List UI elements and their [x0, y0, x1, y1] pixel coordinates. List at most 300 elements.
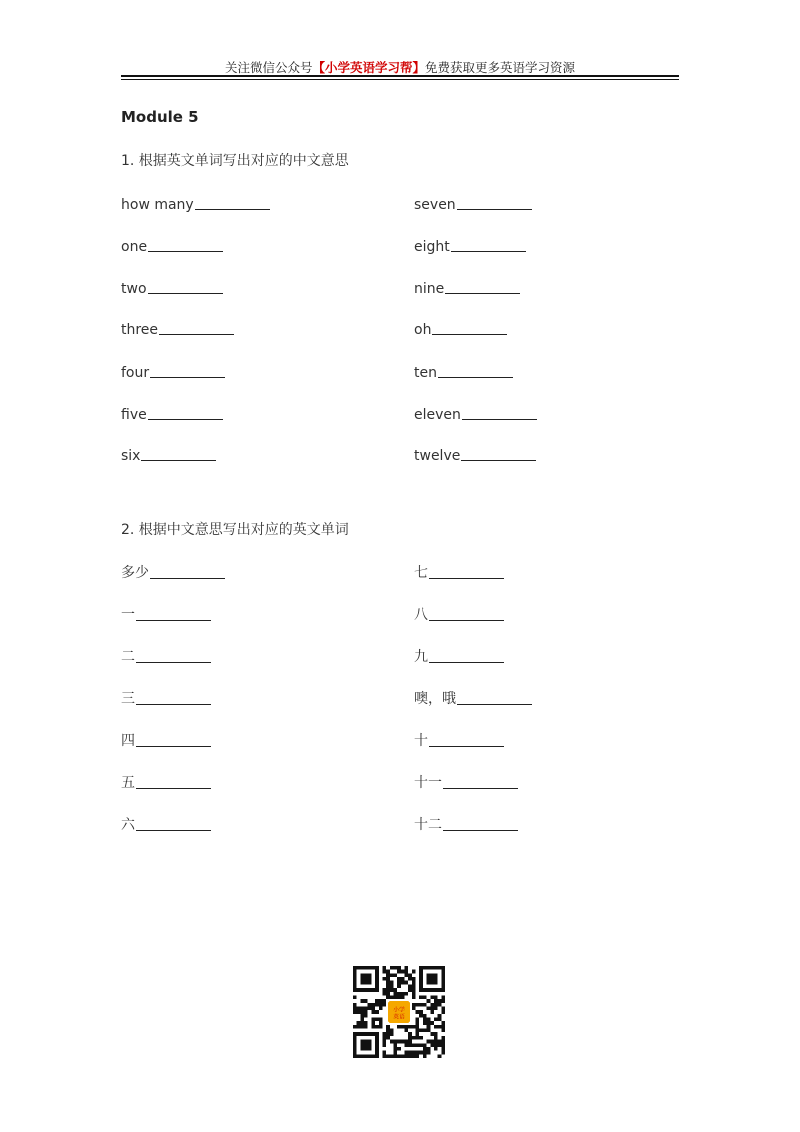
qr-module	[375, 1003, 379, 1007]
qr-module	[386, 973, 390, 977]
qr-module	[379, 1018, 383, 1022]
qr-module	[438, 1025, 442, 1029]
qr-module	[423, 1014, 427, 1018]
answer-blank[interactable]	[445, 291, 520, 294]
qr-module	[423, 1051, 427, 1055]
qr-module	[416, 1021, 420, 1025]
qr-module	[408, 1051, 412, 1055]
qr-module	[419, 1014, 423, 1018]
qr-module	[405, 973, 409, 977]
qr-module	[360, 1014, 364, 1018]
qr-module	[397, 984, 401, 988]
qr-module	[375, 1018, 379, 1022]
qr-module	[419, 995, 423, 999]
qr-module	[427, 1006, 431, 1010]
qr-module	[430, 1040, 434, 1044]
qr-module	[405, 981, 409, 985]
qr-module	[390, 1032, 394, 1036]
answer-blank[interactable]	[429, 576, 504, 579]
section2-heading: 2. 根据中文意思写出对应的英文单词	[121, 522, 349, 538]
qr-module	[423, 1043, 427, 1047]
qr-module	[397, 1025, 401, 1029]
qr-module	[393, 1051, 397, 1055]
answer-blank[interactable]	[150, 576, 225, 579]
qr-module	[401, 1054, 405, 1058]
qr-module	[390, 988, 394, 992]
qr-module	[427, 1051, 431, 1055]
qr-module	[375, 1010, 379, 1014]
qr-module	[408, 1054, 412, 1058]
qr-module	[401, 970, 405, 974]
section2-right-item	[414, 604, 504, 624]
qr-module	[397, 992, 401, 996]
qr-module	[386, 984, 390, 988]
qr-module	[397, 995, 401, 999]
qr-module	[397, 970, 401, 974]
qr-module	[382, 1054, 386, 1058]
qr-module	[386, 1025, 390, 1029]
qr-module	[441, 1036, 445, 1040]
item-word: six	[121, 448, 141, 464]
qr-module	[382, 1032, 386, 1036]
item-word: oh	[414, 322, 432, 338]
qr-module	[397, 966, 401, 970]
qr-module	[386, 1054, 390, 1058]
qr-module	[427, 1040, 431, 1044]
qr-module	[401, 1040, 405, 1044]
qr-module	[434, 1047, 438, 1051]
qr-module	[427, 1018, 431, 1022]
qr-module	[430, 995, 434, 999]
qr-module	[423, 1018, 427, 1022]
qr-module	[412, 970, 416, 974]
qr-module	[408, 988, 412, 992]
qr-module	[427, 1029, 431, 1033]
qr-module	[416, 1010, 420, 1014]
qr-module	[430, 1010, 434, 1014]
section2-right-item	[414, 646, 504, 666]
item-word: four	[121, 365, 150, 381]
qr-module	[390, 995, 394, 999]
section2-right-item	[414, 772, 518, 792]
qr-module	[405, 1051, 409, 1055]
qr-module	[390, 1040, 394, 1044]
qr-module	[364, 1006, 368, 1010]
qr-module	[386, 995, 390, 999]
qr-module	[382, 999, 386, 1003]
qr-module	[353, 1010, 357, 1014]
item-word: five	[121, 407, 147, 423]
item-word: 十二	[414, 817, 442, 833]
section1-left-item	[121, 193, 270, 213]
page-header	[121, 58, 679, 76]
answer-blank[interactable]	[438, 375, 513, 378]
answer-blank[interactable]	[141, 458, 216, 461]
section2-left-item	[121, 562, 225, 582]
qr-module	[423, 1054, 427, 1058]
qr-module	[441, 1021, 445, 1025]
qr-module	[412, 1051, 416, 1055]
answer-blank[interactable]	[136, 744, 211, 747]
answer-blank[interactable]	[148, 417, 223, 420]
qr-module	[416, 1032, 420, 1036]
item-word: 八	[414, 607, 428, 623]
item-word: twelve	[414, 448, 461, 464]
qr-module	[360, 1018, 364, 1022]
qr-module	[412, 995, 416, 999]
qr-module	[390, 973, 394, 977]
qr-module	[386, 970, 390, 974]
qr-module	[360, 999, 364, 1003]
qr-module	[427, 999, 431, 1003]
qr-module	[441, 995, 445, 999]
item-word: 五	[121, 775, 135, 791]
qr-module	[371, 1006, 375, 1010]
answer-blank[interactable]	[457, 702, 532, 705]
qr-module	[412, 981, 416, 985]
section1-right-item	[414, 193, 532, 213]
section1-right-item	[414, 444, 536, 464]
qr-module	[364, 1021, 368, 1025]
answer-blank[interactable]	[136, 702, 211, 705]
qr-module	[412, 1054, 416, 1058]
qr-module	[390, 981, 394, 985]
qr-module	[408, 1032, 412, 1036]
qr-module	[441, 1051, 445, 1055]
qr-module	[423, 1021, 427, 1025]
qr-module	[357, 1025, 361, 1029]
section2-right-item	[414, 730, 504, 750]
answer-blank[interactable]	[136, 828, 211, 831]
qr-module	[430, 1043, 434, 1047]
qr-module	[353, 1025, 357, 1029]
qr-module	[353, 995, 357, 999]
qr-module	[430, 1003, 434, 1007]
qr-module	[412, 1036, 416, 1040]
section1-heading: 1. 根据英文单词写出对应的中文意思	[121, 153, 349, 169]
section2-left-item	[121, 814, 211, 834]
item-word: three	[121, 322, 159, 338]
answer-blank[interactable]	[429, 618, 504, 621]
qr-module	[416, 1003, 420, 1007]
qr-module	[419, 1043, 423, 1047]
qr-module	[393, 992, 397, 996]
answer-blank[interactable]	[461, 458, 536, 461]
qr-module	[375, 1025, 379, 1029]
qr-module	[382, 1036, 386, 1040]
qr-module	[408, 977, 412, 981]
answer-blank[interactable]	[443, 828, 518, 831]
item-word: 九	[414, 649, 428, 665]
item-word: 六	[121, 817, 135, 833]
qr-module	[390, 1054, 394, 1058]
qr-module	[423, 1047, 427, 1051]
section2-left-item	[121, 604, 211, 624]
qr-module	[405, 966, 409, 970]
item-word: two	[121, 281, 147, 297]
qr-module	[416, 1025, 420, 1029]
answer-blank[interactable]	[195, 207, 270, 210]
qr-module	[412, 1043, 416, 1047]
qr-module	[408, 1043, 412, 1047]
section1-left-item	[121, 277, 223, 297]
qr-module	[379, 999, 383, 1003]
qr-module	[401, 995, 405, 999]
section2-left-item	[121, 772, 211, 792]
qr-module	[390, 966, 394, 970]
qr-module	[441, 1043, 445, 1047]
answer-blank[interactable]	[462, 417, 537, 420]
qr-module	[408, 1025, 412, 1029]
qr-module	[364, 1010, 368, 1014]
qr-module	[441, 1040, 445, 1044]
qr-module	[393, 995, 397, 999]
section1-left-item	[121, 403, 223, 423]
qr-module	[393, 973, 397, 977]
qr-module	[441, 999, 445, 1003]
qr-module	[401, 981, 405, 985]
qr-module	[434, 1032, 438, 1036]
qr-module	[386, 1036, 390, 1040]
qr-module	[379, 1006, 383, 1010]
qr-module	[438, 1040, 442, 1044]
qr-module	[364, 999, 368, 1003]
section2-right-item	[414, 562, 504, 582]
qr-module	[412, 1003, 416, 1007]
section1-left-item	[121, 444, 216, 464]
module-title: Module 5	[121, 108, 199, 126]
qr-module	[434, 1025, 438, 1029]
qr-module	[397, 1054, 401, 1058]
item-word: 四	[121, 733, 135, 749]
qr-module	[390, 1029, 394, 1033]
qr-module	[438, 1018, 442, 1022]
qr-module	[438, 1014, 442, 1018]
item-word: 多少	[121, 565, 149, 581]
answer-blank[interactable]	[136, 660, 211, 663]
qr-module	[405, 1040, 409, 1044]
qr-module	[386, 1032, 390, 1036]
qr-module	[379, 1025, 383, 1029]
answer-blank[interactable]	[457, 207, 532, 210]
item-word: 七	[414, 565, 428, 581]
qr-module	[382, 977, 386, 981]
qr-module	[408, 973, 412, 977]
qr-module	[405, 992, 409, 996]
qr-module	[382, 966, 386, 970]
item-word: seven	[414, 197, 456, 213]
qr-module	[430, 1006, 434, 1010]
qr-code-icon[interactable]	[353, 966, 445, 1058]
qr-module	[434, 995, 438, 999]
qr-module	[405, 970, 409, 974]
qr-module	[368, 1006, 372, 1010]
qr-logo-line1: 小学	[393, 1007, 405, 1014]
section1-left-item	[121, 318, 234, 338]
qr-module	[405, 1029, 409, 1033]
section2-right-item	[414, 814, 518, 834]
qr-module	[360, 1021, 364, 1025]
qr-module	[386, 981, 390, 985]
qr-module	[412, 984, 416, 988]
qr-module	[408, 1036, 412, 1040]
qr-module	[441, 1010, 445, 1014]
qr-module	[357, 1010, 361, 1014]
qr-module	[419, 1003, 423, 1007]
section1-left-item	[121, 361, 225, 381]
qr-module	[401, 992, 405, 996]
qr-module	[441, 1006, 445, 1010]
qr-module	[371, 1018, 375, 1022]
qr-module	[382, 992, 386, 996]
qr-module	[408, 1040, 412, 1044]
answer-blank[interactable]	[150, 375, 225, 378]
answer-blank[interactable]	[443, 786, 518, 789]
header-rule-thin	[121, 79, 679, 80]
qr-module	[360, 1010, 364, 1014]
qr-module	[386, 988, 390, 992]
qr-module	[382, 1051, 386, 1055]
qr-module	[434, 1040, 438, 1044]
qr-module	[382, 970, 386, 974]
qr-module	[357, 1006, 361, 1010]
qr-module	[368, 1003, 372, 1007]
qr-module	[434, 1003, 438, 1007]
qr-module	[393, 966, 397, 970]
header-rule-thick	[121, 75, 679, 77]
answer-blank[interactable]	[136, 786, 211, 789]
qr-module	[419, 1051, 423, 1055]
answer-blank[interactable]	[148, 291, 223, 294]
item-word: how many	[121, 197, 194, 213]
item-word: 三	[121, 691, 135, 707]
qr-module	[438, 1043, 442, 1047]
qr-module	[379, 1021, 383, 1025]
qr-module	[419, 1029, 423, 1033]
qr-module	[405, 1043, 409, 1047]
section2-left-item	[121, 730, 211, 750]
qr-module	[357, 1021, 361, 1025]
section1-right-item	[414, 235, 526, 255]
header-suffix: 免费获取更多英语学习资源	[425, 60, 576, 75]
qr-module	[360, 1006, 364, 1010]
answer-blank[interactable]	[159, 332, 234, 335]
qr-module	[371, 1010, 375, 1014]
qr-module	[405, 1025, 409, 1029]
qr-module	[416, 1036, 420, 1040]
qr-module	[412, 1006, 416, 1010]
qr-module	[430, 1021, 434, 1025]
item-word: ten	[414, 365, 437, 381]
answer-blank[interactable]	[432, 332, 507, 335]
answer-blank[interactable]	[136, 618, 211, 621]
qr-module	[360, 1025, 364, 1029]
qr-module	[412, 992, 416, 996]
answer-blank[interactable]	[429, 744, 504, 747]
answer-blank[interactable]	[451, 249, 526, 252]
item-word: 一	[121, 607, 135, 623]
qr-module	[397, 1040, 401, 1044]
answer-blank[interactable]	[148, 249, 223, 252]
qr-module	[393, 988, 397, 992]
qr-module	[434, 1043, 438, 1047]
qr-module	[375, 999, 379, 1003]
qr-module	[419, 1010, 423, 1014]
qr-module	[393, 1040, 397, 1044]
qr-module	[386, 992, 390, 996]
qr-module	[393, 1043, 397, 1047]
qr-module	[416, 1029, 420, 1033]
qr-module	[438, 999, 442, 1003]
qr-module	[382, 1043, 386, 1047]
qr-module	[438, 1054, 442, 1058]
qr-module	[416, 1018, 420, 1022]
qr-module	[434, 1006, 438, 1010]
qr-module	[371, 1003, 375, 1007]
qr-module	[416, 1054, 420, 1058]
qr-module	[434, 1036, 438, 1040]
item-word: 十	[414, 733, 428, 749]
qr-module	[364, 1025, 368, 1029]
item-word: one	[121, 239, 148, 255]
qr-module	[353, 1003, 357, 1007]
qr-module	[353, 1006, 357, 1010]
section1-right-item	[414, 318, 507, 338]
qr-module	[419, 1036, 423, 1040]
qr-module	[386, 977, 390, 981]
header-prefix: 关注微信公众号	[224, 60, 313, 75]
item-word: 二	[121, 649, 135, 665]
header-highlight: 【小学英语学习帮】	[312, 60, 425, 75]
qr-module	[441, 1029, 445, 1033]
qr-module	[423, 995, 427, 999]
qr-module	[430, 1032, 434, 1036]
qr-module	[397, 1047, 401, 1051]
section2-left-item	[121, 646, 211, 666]
answer-blank[interactable]	[429, 660, 504, 663]
qr-module	[441, 1047, 445, 1051]
section1-right-item	[414, 361, 513, 381]
qr-module	[390, 984, 394, 988]
qr-module	[364, 1014, 368, 1018]
qr-module	[416, 1051, 420, 1055]
qr-logo-line2: 英语	[393, 1014, 405, 1021]
qr-module	[393, 1054, 397, 1058]
qr-module	[423, 1029, 427, 1033]
qr-module	[412, 988, 416, 992]
section2-left-item	[121, 688, 211, 708]
item-word: eleven	[414, 407, 461, 423]
item-word: nine	[414, 281, 445, 297]
qr-module	[401, 1025, 405, 1029]
qr-module	[408, 984, 412, 988]
qr-module	[382, 1003, 386, 1007]
qr-module	[401, 977, 405, 981]
qr-module	[371, 1021, 375, 1025]
item-word: 十一	[414, 775, 442, 791]
qr-module	[386, 1029, 390, 1033]
qr-module	[382, 1040, 386, 1044]
qr-module	[441, 1025, 445, 1029]
section1-right-item	[414, 277, 520, 297]
qr-module	[416, 1043, 420, 1047]
qr-module	[423, 1003, 427, 1007]
qr-module	[397, 977, 401, 981]
qr-module	[382, 988, 386, 992]
qr-module	[379, 1003, 383, 1007]
item-word: eight	[414, 239, 450, 255]
qr-module	[434, 999, 438, 1003]
